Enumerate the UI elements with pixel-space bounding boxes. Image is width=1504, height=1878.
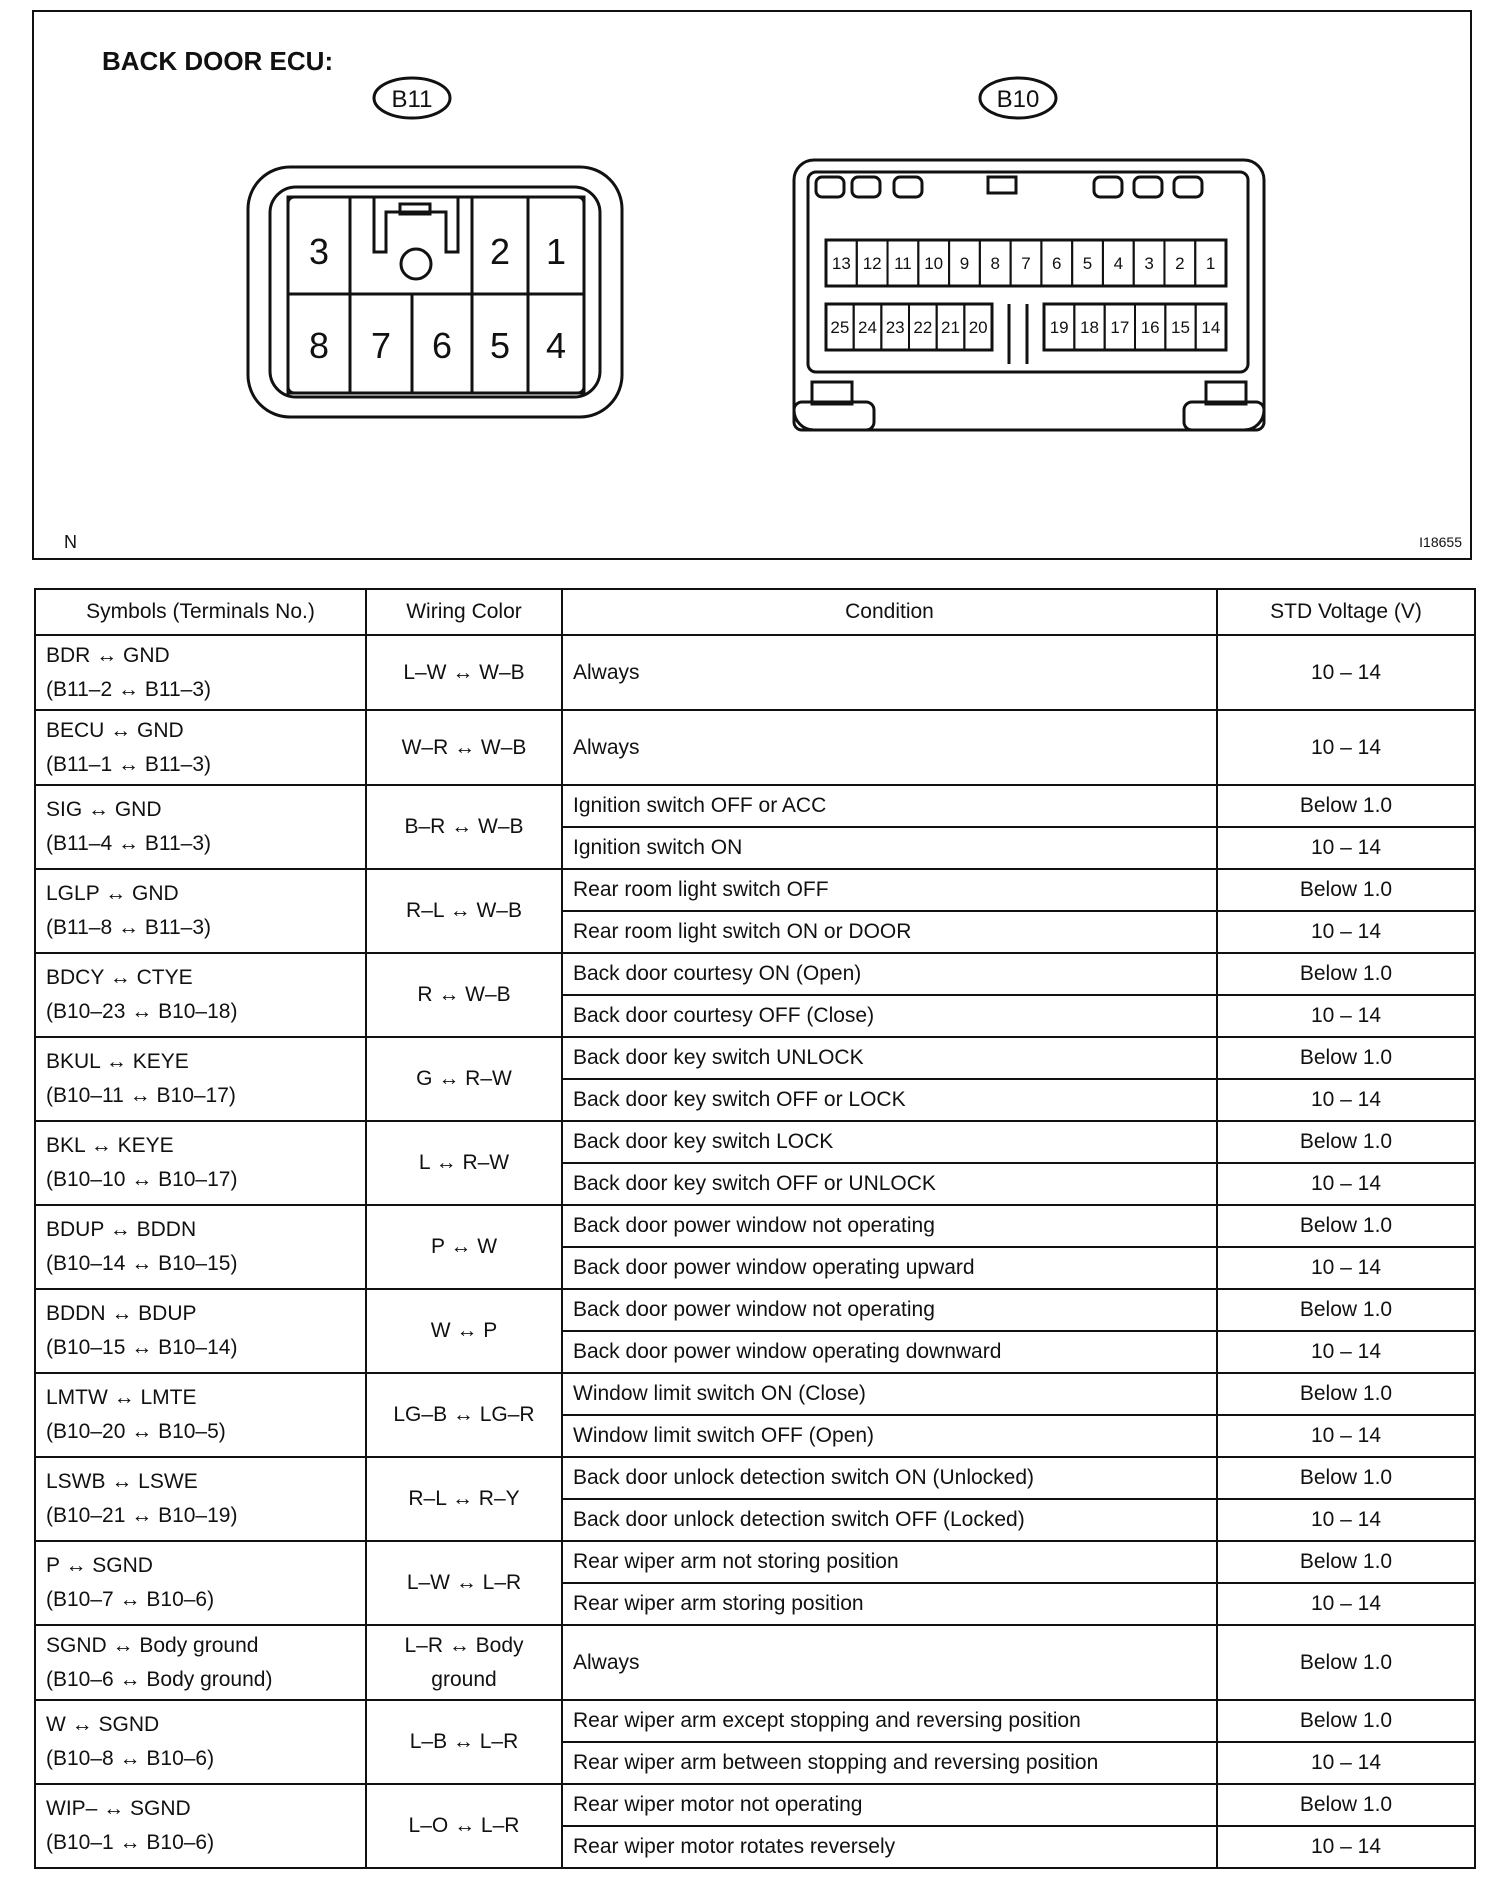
b10-pin: 19 <box>1049 318 1069 337</box>
table-row <box>35 1037 1475 1079</box>
wiring-color-cell: R ↔ W–B <box>366 953 562 1037</box>
condition-cell: Back door power window operating downward <box>562 1331 1217 1373</box>
terminal-numbers: (B11–1 ↔ B11–3) <box>46 752 211 776</box>
symbol-names: BDDN ↔ BDUP <box>46 1302 197 1325</box>
b10-pin: 18 <box>1080 318 1099 337</box>
wiring-color-cell: L–B ↔ L–R <box>366 1700 562 1784</box>
terminal-numbers: (B11–2 ↔ B11–3) <box>46 677 211 701</box>
symbol-names: BDUP ↔ BDDN <box>46 1218 197 1241</box>
connector-b11-housing <box>248 167 622 417</box>
std-voltage-cell: Below 1.0 <box>1217 1205 1475 1247</box>
std-voltage-cell: 10 – 14 <box>1217 1499 1475 1541</box>
symbols-cell <box>35 1541 366 1625</box>
symbol-names: BDCY ↔ CTYE <box>46 966 193 989</box>
condition-cell: Rear wiper arm except stopping and reversing position <box>562 1700 1217 1742</box>
condition-cell: Window limit switch ON (Close) <box>562 1373 1217 1415</box>
b11-pin: 7 <box>370 325 392 366</box>
header-symbols: Symbols (Terminals No.) <box>35 589 366 635</box>
symbol-names: SIG ↔ GND <box>46 798 162 821</box>
condition-cell: Rear wiper arm between stopping and reversing position <box>562 1742 1217 1784</box>
condition-cell: Always <box>562 635 1217 710</box>
std-voltage-cell: 10 – 14 <box>1217 1079 1475 1121</box>
std-voltage-cell: 10 – 14 <box>1217 1742 1475 1784</box>
table-header-row <box>35 589 1475 635</box>
terminal-numbers: (B10–11 ↔ B10–17) <box>46 1084 236 1107</box>
figure-title: BACK DOOR ECU: <box>102 46 334 76</box>
table-row <box>35 953 1475 995</box>
symbols-cell <box>35 1121 366 1205</box>
std-voltage-cell: Below 1.0 <box>1217 953 1475 995</box>
symbols-cell <box>35 1784 366 1868</box>
connector-b10-label: B10 <box>996 86 1040 113</box>
std-voltage-cell: Below 1.0 <box>1217 1121 1475 1163</box>
symbol-names: WIP– ↔ SGND <box>46 1797 191 1820</box>
wiring-color-cell: W ↔ P <box>366 1289 562 1373</box>
symbols-cell <box>35 953 366 1037</box>
symbol-names: BKL ↔ KEYE <box>46 1134 174 1157</box>
symbol-names: P ↔ SGND <box>46 1554 153 1577</box>
condition-cell: Ignition switch OFF or ACC <box>562 785 1217 827</box>
b10-pin: 10 <box>924 254 944 273</box>
symbols-cell <box>35 785 366 869</box>
table-row <box>35 1541 1475 1583</box>
std-voltage-cell: Below 1.0 <box>1217 1457 1475 1499</box>
table-row <box>35 1289 1475 1331</box>
wiring-color-cell: G ↔ R–W <box>366 1037 562 1121</box>
symbols-cell <box>35 635 366 710</box>
table-row <box>35 1373 1475 1415</box>
b10-pin: 8 <box>990 254 1000 273</box>
condition-cell: Back door unlock detection switch OFF (Locked) <box>562 1499 1217 1541</box>
b11-pin: 4 <box>545 325 567 366</box>
terminal-numbers: (B10–1 ↔ B10–6) <box>46 1831 215 1854</box>
symbol-names: W ↔ SGND <box>46 1713 160 1736</box>
std-voltage-cell: 10 – 14 <box>1217 1415 1475 1457</box>
std-voltage-cell: 10 – 14 <box>1217 1247 1475 1289</box>
b10-pin: 21 <box>941 318 960 337</box>
condition-cell: Rear room light switch ON or DOOR <box>562 911 1217 953</box>
table-row <box>35 1457 1475 1499</box>
condition-cell: Back door power window not operating <box>562 1289 1217 1331</box>
condition-cell: Back door courtesy OFF (Close) <box>562 995 1217 1037</box>
table-row <box>35 785 1475 827</box>
wiring-color-cell: P ↔ W <box>366 1205 562 1289</box>
std-voltage-cell: 10 – 14 <box>1217 827 1475 869</box>
b10-pin: 25 <box>830 318 850 337</box>
std-voltage-cell: 10 – 14 <box>1217 995 1475 1037</box>
b11-pin: 2 <box>489 231 511 272</box>
header-condition: Condition <box>562 589 1217 635</box>
connector-b11-label: B11 <box>391 86 433 113</box>
symbols-cell <box>35 1289 366 1373</box>
b10-pin: 1 <box>1205 254 1216 273</box>
header-wiring-color: Wiring Color <box>366 589 562 635</box>
condition-cell: Back door key switch UNLOCK <box>562 1037 1217 1079</box>
condition-cell: Rear wiper arm storing position <box>562 1583 1217 1625</box>
header-std-voltage: STD Voltage (V) <box>1217 589 1475 635</box>
symbol-names: LSWB ↔ LSWE <box>46 1470 198 1493</box>
condition-cell: Always <box>562 710 1217 785</box>
condition-cell: Back door power window not operating <box>562 1205 1217 1247</box>
std-voltage-cell: Below 1.0 <box>1217 785 1475 827</box>
condition-cell: Back door courtesy ON (Open) <box>562 953 1217 995</box>
std-voltage-cell: 10 – 14 <box>1217 1583 1475 1625</box>
std-voltage-cell: Below 1.0 <box>1217 1289 1475 1331</box>
b10-pin: 11 <box>894 254 912 273</box>
connector-b10-housing <box>794 160 1264 430</box>
table-row <box>35 710 1475 785</box>
b10-pin: 23 <box>885 318 905 337</box>
condition-cell: Always <box>562 1625 1217 1700</box>
symbol-names: LMTW ↔ LMTE <box>46 1386 197 1409</box>
b10-pin: 14 <box>1201 318 1221 337</box>
wiring-color-cell: R–L ↔ R–Y <box>366 1457 562 1541</box>
symbol-names: LGLP ↔ GND <box>46 882 179 905</box>
std-voltage-cell: 10 – 14 <box>1217 1826 1475 1868</box>
condition-cell: Back door power window operating upward <box>562 1247 1217 1289</box>
wiring-color-cell: L–O ↔ L–R <box>366 1784 562 1868</box>
symbols-cell <box>35 1625 366 1700</box>
table-row <box>35 635 1475 710</box>
terminal-numbers: (B10–7 ↔ B10–6) <box>46 1588 215 1611</box>
terminal-voltage-table <box>34 588 1476 1869</box>
symbol-names: BKUL ↔ KEYE <box>46 1050 189 1073</box>
b10-pin: 12 <box>862 254 882 273</box>
condition-cell: Back door key switch OFF or LOCK <box>562 1079 1217 1121</box>
condition-cell: Ignition switch ON <box>562 827 1217 869</box>
terminal-numbers: (B10–21 ↔ B10–19) <box>46 1504 238 1527</box>
b11-pin: 3 <box>308 231 330 272</box>
std-voltage-cell: Below 1.0 <box>1217 869 1475 911</box>
symbols-cell <box>35 710 366 785</box>
terminal-numbers: (B10–8 ↔ B10–6) <box>46 1747 215 1770</box>
std-voltage-cell: Below 1.0 <box>1217 1700 1475 1742</box>
b10-pin: 5 <box>1082 254 1093 273</box>
terminal-numbers: (B11–4 ↔ B11–3) <box>46 832 211 855</box>
terminal-numbers: (B10–20 ↔ B10–5) <box>46 1420 226 1443</box>
wiring-color-cell: L–W ↔ L–R <box>366 1541 562 1625</box>
condition-cell: Rear wiper arm not storing position <box>562 1541 1217 1583</box>
b10-pin: 4 <box>1113 254 1124 273</box>
std-voltage-cell: 10 – 14 <box>1217 911 1475 953</box>
wiring-color-cell: W–R ↔ W–B <box>366 710 562 785</box>
b10-pin: 15 <box>1171 318 1190 337</box>
b10-pin: 6 <box>1052 254 1062 273</box>
condition-cell: Back door unlock detection switch ON (Unlocked) <box>562 1457 1217 1499</box>
symbols-cell <box>35 1373 366 1457</box>
table-row <box>35 869 1475 911</box>
condition-cell: Back door key switch OFF or UNLOCK <box>562 1163 1217 1205</box>
figure-code: I18655 <box>1419 534 1462 550</box>
symbol-names: BDR ↔ GND <box>46 643 170 667</box>
std-voltage-cell: Below 1.0 <box>1217 1373 1475 1415</box>
terminal-numbers: (B10–23 ↔ B10–18) <box>46 1000 238 1023</box>
b10-pin: 20 <box>968 318 988 337</box>
symbol-names: SGND ↔ Body ground <box>46 1633 259 1657</box>
b11-pin: 1 <box>545 231 567 272</box>
condition-cell: Rear room light switch OFF <box>562 869 1217 911</box>
std-voltage-cell: Below 1.0 <box>1217 1625 1475 1700</box>
symbols-cell <box>35 869 366 953</box>
std-voltage-cell: Below 1.0 <box>1217 1784 1475 1826</box>
b11-pin: 6 <box>431 325 453 366</box>
terminal-numbers: (B10–14 ↔ B10–15) <box>46 1252 238 1275</box>
b11-pin: 5 <box>489 325 511 366</box>
connector-figure <box>32 10 1472 560</box>
table-row <box>35 1625 1475 1700</box>
terminal-numbers: (B10–15 ↔ B10–14) <box>46 1336 238 1359</box>
b10-pin: 16 <box>1140 318 1160 337</box>
b10-pin: 17 <box>1110 318 1130 337</box>
symbols-cell <box>35 1700 366 1784</box>
b10-pin: 24 <box>858 318 877 337</box>
wiring-color-cell: L–R ↔ Body ground <box>366 1625 562 1700</box>
std-voltage-cell: 10 – 14 <box>1217 635 1475 710</box>
b11-pin: 8 <box>308 325 330 366</box>
terminal-numbers: (B11–8 ↔ B11–3) <box>46 916 211 939</box>
b10-pin: 7 <box>1021 254 1031 273</box>
terminal-numbers: (B10–10 ↔ B10–17) <box>46 1168 238 1191</box>
b10-pin: 13 <box>831 254 851 273</box>
std-voltage-cell: Below 1.0 <box>1217 1541 1475 1583</box>
condition-cell: Rear wiper motor not operating <box>562 1784 1217 1826</box>
b10-pin: 22 <box>913 318 933 337</box>
symbols-cell <box>35 1037 366 1121</box>
table-row <box>35 1700 1475 1742</box>
condition-cell: Window limit switch OFF (Open) <box>562 1415 1217 1457</box>
std-voltage-cell: Below 1.0 <box>1217 1037 1475 1079</box>
symbols-cell <box>35 1457 366 1541</box>
wiring-color-cell: R–L ↔ W–B <box>366 869 562 953</box>
std-voltage-cell: 10 – 14 <box>1217 710 1475 785</box>
wiring-color-cell: B–R ↔ W–B <box>366 785 562 869</box>
corner-label: N <box>64 532 77 552</box>
b10-pin: 2 <box>1175 254 1185 273</box>
std-voltage-cell: 10 – 14 <box>1217 1331 1475 1373</box>
table-row <box>35 1121 1475 1163</box>
wiring-color-cell: LG–B ↔ LG–R <box>366 1373 562 1457</box>
table-row <box>35 1205 1475 1247</box>
terminal-numbers: (B10–6 ↔ Body ground) <box>46 1667 273 1691</box>
b10-pin: 9 <box>959 254 970 273</box>
condition-cell: Rear wiper motor rotates reversely <box>562 1826 1217 1868</box>
condition-cell: Back door key switch LOCK <box>562 1121 1217 1163</box>
connector-diagram <box>34 12 1470 558</box>
symbols-cell <box>35 1205 366 1289</box>
b10-pin: 3 <box>1144 254 1154 273</box>
table-row <box>35 1784 1475 1826</box>
symbol-names: BECU ↔ GND <box>46 718 184 742</box>
wiring-color-cell: L ↔ R–W <box>366 1121 562 1205</box>
std-voltage-cell: 10 – 14 <box>1217 1163 1475 1205</box>
wiring-color-cell: L–W ↔ W–B <box>366 635 562 710</box>
